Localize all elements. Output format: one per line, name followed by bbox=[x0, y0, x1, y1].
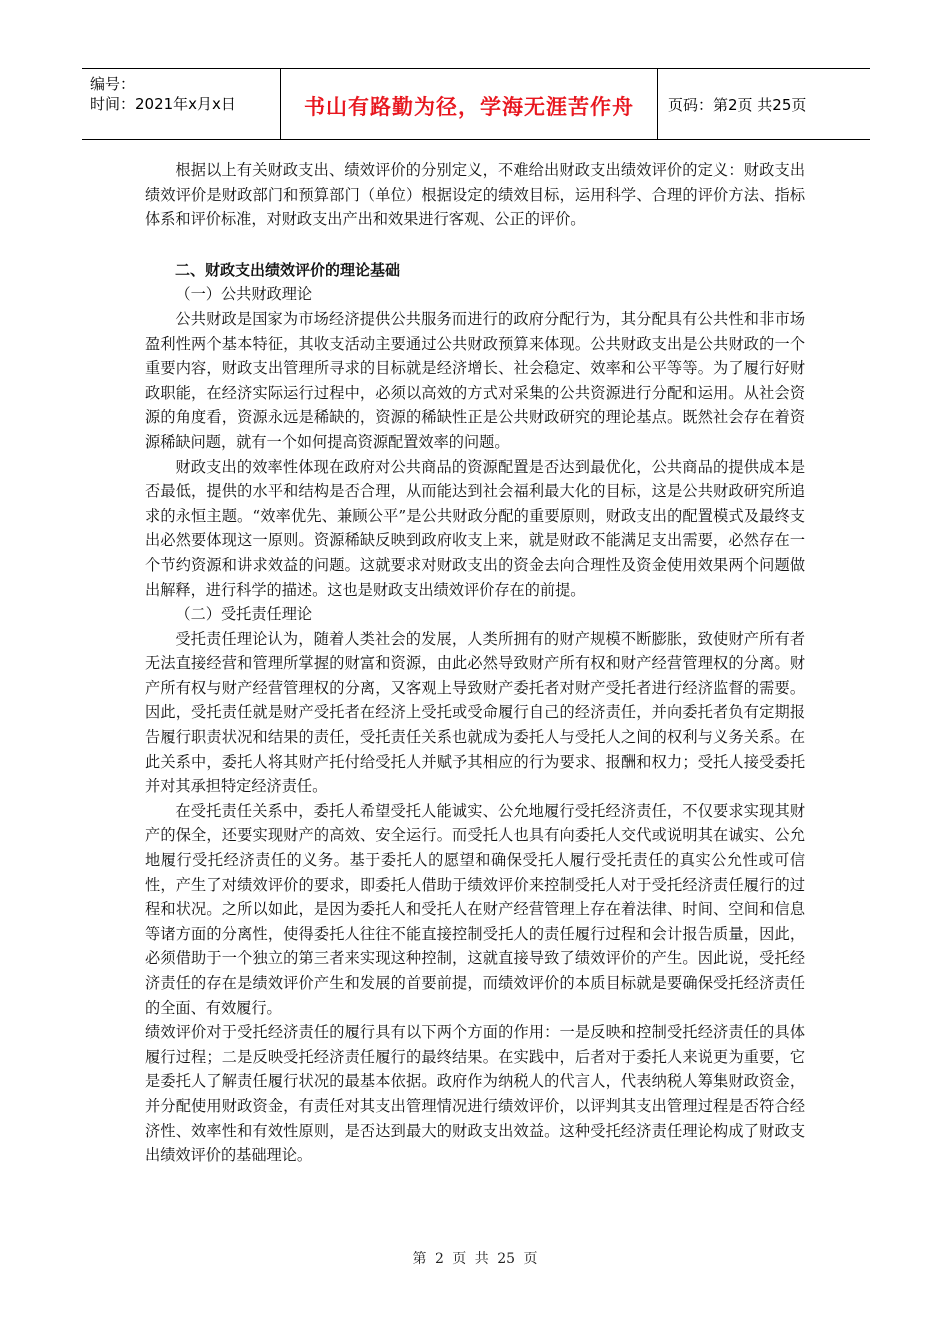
paragraph-accountability-2: 在受托责任关系中，委托人希望受托人能诚实、公允地履行受托经济责任，不仅要求实现其财产的保全，还要实现财产的高效、安全运行。而受托人也具有向委托人交代或说明其在诚实、公允地履行受托经济责任的义务。基于委托人的愿望和确保受托人履行受托责任的真实公允性或可信性，产生了对绩效评价的要求，即委托人借助于绩效评价来控制受托人对于受托经济责任履行的过程和状况。之所以如此，是因为委托人和受托人在财产经营管理上存在着法律、时间、空间和信息等诸方面的分离性，使得委托人往往不能直接控制受托人的责任履行过程和会计报告质量，因此，必须借助于一个独立的第三者来实现这种控制，这就直接导致了绩效评价的产生。因此说，受托经济责任的存在是绩效评价产生和发展的首要前提，而绩效评价的本质目标就是要确保受托经济责任的全面、有效履行。 bbox=[145, 801, 805, 1017]
paragraph-accountability-3: 绩效评价对于受托经济责任的履行具有以下两个方面的作用：一是反映和控制受托经济责任的具体履行过程；二是反映受托经济责任履行的最终结果。在实践中，后者对于委托人来说更为重要，它是委托人了解责任履行状况的最基本依据。政府作为纳税人的代言人，代表纳税人筹集财政资金，并分配使用财政资金，有责任对其支出管理情况进行绩效评价，以评判其支出管理过程是否符合经济性、效率性和有效性原则，是否达到最大的财政支出效益。这种受托经济责任理论构成了财政支出绩效评价的基础理论。 bbox=[145, 1023, 805, 1165]
paragraph-intro: 根据以上有关财政支出、绩效评价的分别定义，不难给出财政支出绩效评价的定义：财政支出绩效评价是财政部门和预算部门（单位）根据设定的绩效目标，运用科学、合理的评价方法、指标体系和评价标准，对财政支出产出和效果进行客观、公正的评价。 bbox=[145, 161, 805, 229]
paragraph-public-finance-1: 公共财政是国家为市场经济提供公共服务而进行的政府分配行为，其分配具有公共性和非市场盈利性两个基本特征，其收支活动主要通过公共财政预算来体现。公共财政支出是公共财政的一个重要内容，财政支出管理所寻求的目标就是经济增长、社会稳定、效率和公平等等。为了履行好财政职能，在经济实际运行过程中，必须以高效的方式对采集的公共资源进行分配和运用。从社会资源的角度看，资源永远是稀缺的，资源的稀缺性正是公共财政研究的理论基点。既然社会存在着资源稀缺问题，就有一个如何提高资源配置效率的问题。 bbox=[145, 309, 805, 451]
section-heading: 二、财政支出绩效评价的理论基础 bbox=[175, 260, 401, 279]
document-date: 时间：2021年x月x日 bbox=[90, 95, 236, 113]
document-body bbox=[145, 158, 805, 1168]
header-motto: 书山有路勤为径，学海无涯苦作舟 bbox=[304, 95, 634, 119]
document-number-label: 编号： bbox=[90, 75, 136, 93]
paragraph-public-finance-2: 财政支出的效率性体现在政府对公共商品的资源配置是否达到最优化，公共商品的提供成本是否最低，提供的水平和结构是否合理，从而能达到社会福利最大化的目标，这是公共财政研究所追求的永恒主题。“效率优先、兼顾公平”是公共财政分配的重要原则，财政支出的配置模式及最终支出必然要体现这一原则。资源稀缺反映到政府收支上来，就是财政不能满足支出需要，必然存在一个节约资源和讲求效益的问题。这就要求对财政支出的资金去向合理性及资金使用效果两个问题做出解释，进行科学的描述。这也是财政支出绩效评价存在的前提。 bbox=[145, 457, 805, 599]
header-page-cell bbox=[658, 69, 870, 139]
header-page-info: 页码：第2页 共25页 bbox=[668, 96, 807, 114]
header-meta-cell bbox=[82, 69, 281, 139]
subsection-heading-2: （二）受托责任理论 bbox=[175, 605, 313, 624]
header-motto-cell bbox=[281, 69, 658, 139]
paragraph-accountability-1: 受托责任理论认为，随着人类社会的发展，人类所拥有的财产规模不断膨胀，致使财产所有者无法直接经营和管理所掌握的财富和资源，由此必然导致财产所有权和财产经营管理权的分离。财产所有权与财产经营管理权的分离，又客观上导致财产委托者对财产受托者进行经济监督的需要。因此，受托责任就是财产受托者在经济上受托或受命履行自己的经济责任，并向委托者负有定期报告履行职责状况和结果的责任，受托责任关系也就成为委托人与受托人之间的权利与义务关系。在此关系中，委托人将其财产托付给受托人并赋予其相应的行为要求、报酬和权力；受托人接受委托并对其承担特定经济责任。 bbox=[145, 629, 805, 796]
subsection-heading-1: （一）公共财政理论 bbox=[175, 285, 313, 304]
page-footer: 第 2 页 共 25 页 bbox=[412, 1251, 538, 1267]
page-header bbox=[82, 68, 870, 140]
